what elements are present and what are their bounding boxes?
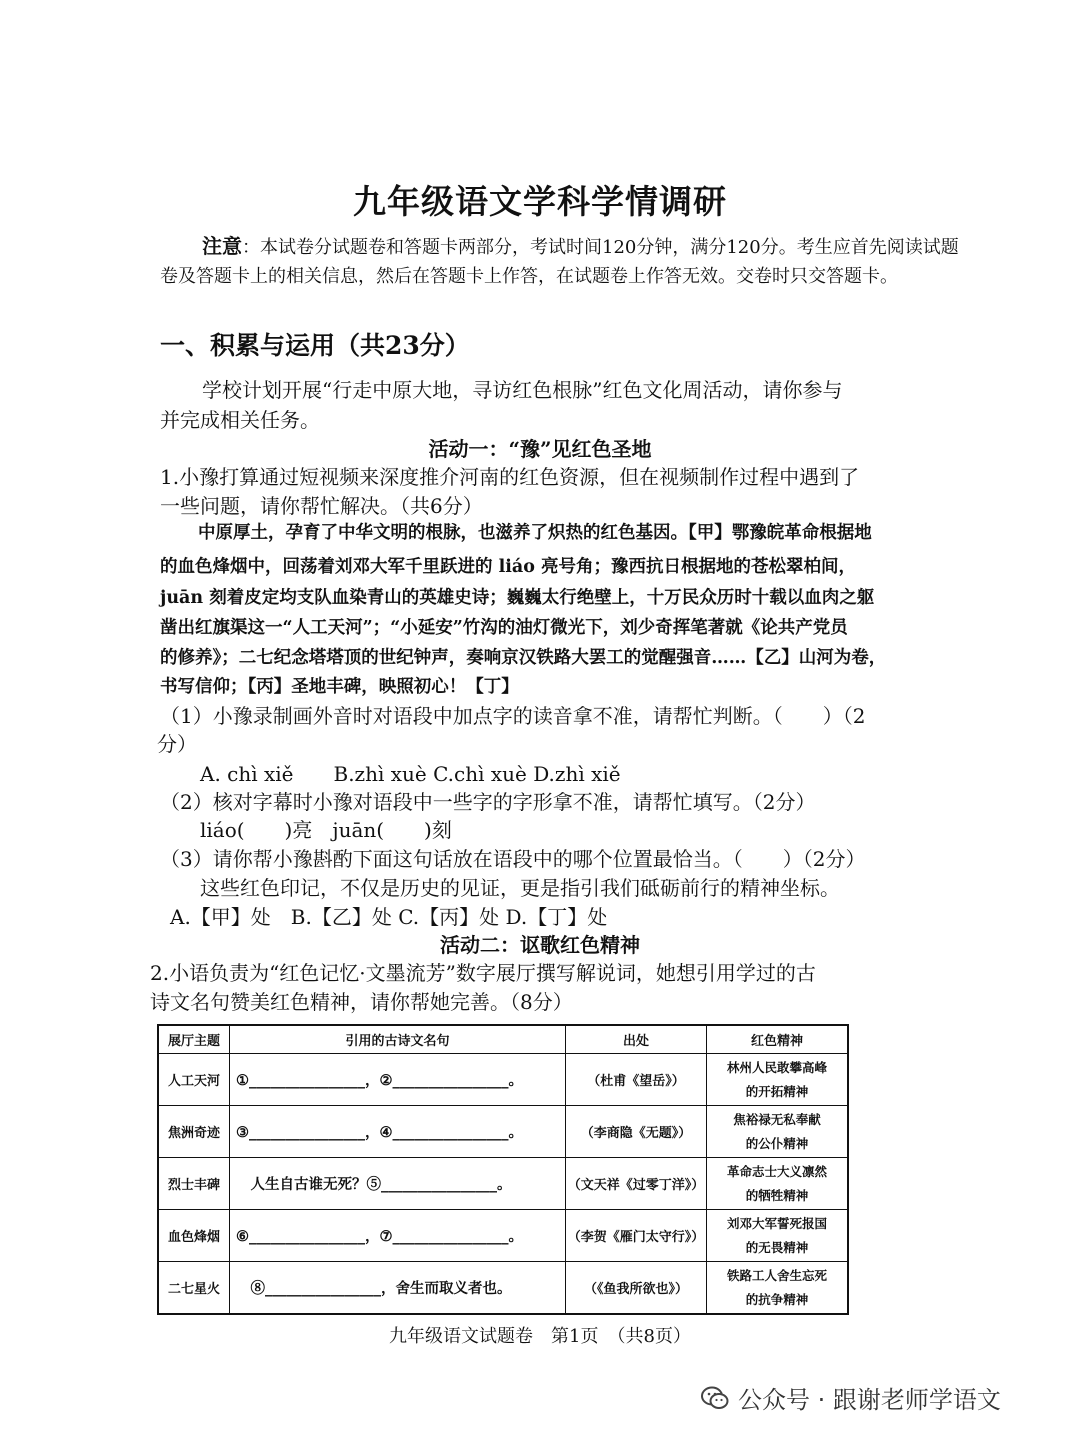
wechat-icon: [700, 1385, 730, 1417]
watermark-text: 公众号 · 跟谢老师学语文: [738, 1386, 1001, 1414]
hall-theme: 焦洲奇迹: [158, 1106, 230, 1158]
notice-text: ：本试卷分试题卷和答题卡两部分，考试时间120分钟，满分120分。考生应首先阅读试题卷及答题卡上的相关信息，然后在答题卡上作答，在试题卷上作答无效。交卷时只交答题卡。: [160, 237, 959, 287]
table-row: [158, 1106, 848, 1158]
passage-line: 书写信仰；【丙】圣地丰碑，映照初心！【丁】: [160, 677, 519, 697]
red-spirit-line: 铁路工人舍生忘死: [726, 1267, 827, 1283]
sub-question1-line2: 分）: [157, 732, 197, 756]
red-spirit-line: 的抗争精神: [745, 1291, 809, 1307]
quote-blank: ①________________，②________________。: [230, 1054, 566, 1106]
red-spirit-line: 的牺牲精神: [745, 1187, 809, 1203]
sub-question3-options: A.【甲】处 B.【乙】处 C.【丙】处 D.【丁】处: [170, 905, 608, 929]
section-heading: 一、积累与运用（共23分）: [160, 331, 470, 360]
red-spirit-line: 的开拓精神: [745, 1083, 809, 1099]
passage-line: juān 刻着皮定均支队血染青山的英雄史诗；巍巍太行绝壁上，十万民众历时十载以血肉之躯: [160, 588, 875, 608]
table-header-row: [158, 1025, 848, 1054]
table-row: [158, 1158, 848, 1210]
sub-question2-blanks: liáo( )亮 juān( )刻: [200, 818, 452, 842]
question2-line1: 2.小语负责为“红色记忆·文墨流芳”数字展厅撰写解说词，她想引用学过的古: [150, 961, 816, 985]
quote-source: （李商隐《无题》）: [566, 1106, 707, 1158]
section-intro-line2: 并完成相关任务。: [160, 408, 320, 432]
quote-blank: ⑧________________，舍生而取义者也。: [230, 1262, 566, 1315]
hall-theme: 烈士丰碑: [158, 1158, 230, 1210]
sub-question3: （3）请你帮小豫斟酌下面这句话放在语段中的哪个位置最恰当。（ ）（2分）: [160, 847, 866, 871]
activity2-heading: 活动二：讴歌红色精神: [440, 933, 640, 957]
hall-theme: 人工天河: [158, 1054, 230, 1106]
quote-source: （李贺《雁门太守行》）: [566, 1210, 707, 1262]
hall-theme: 血色烽烟: [158, 1210, 230, 1262]
question1-line1: 1.小豫打算通过短视频来深度推介河南的红色资源，但在视频制作过程中遇到了: [160, 465, 860, 489]
quote-blank: ③________________，④________________。: [230, 1106, 566, 1158]
hall-theme: 二七星火: [158, 1262, 230, 1315]
passage-line: 中原厚土，孕育了中华文明的根脉，也滋养了炽热的红色基因。【甲】鄂豫皖革命根据地: [198, 523, 872, 543]
red-spirit: [707, 1054, 849, 1106]
table-header: 引用的古诗文名句: [230, 1025, 566, 1054]
page-footer: 九年级语文试题卷 第1页 （共8页）: [389, 1326, 691, 1347]
red-spirit: [707, 1106, 849, 1158]
quote-source: （杜甫《望岳》）: [566, 1054, 707, 1106]
red-spirit: [707, 1262, 849, 1315]
sub-question1-line1: （1）小豫录制画外音时对语段中加点字的读音拿不准，请帮忙判断。（ ）（2: [160, 704, 866, 728]
red-spirit-line: 焦裕禄无私奉献: [733, 1111, 821, 1127]
red-spirit: [707, 1210, 849, 1262]
red-spirit-line: 刘邓大军誓死报国: [726, 1215, 827, 1231]
page-title: 九年级语文学科学情调研: [353, 182, 727, 221]
passage-line: 的修养》；二七纪念塔塔顶的世纪钟声，奏响京汉铁路大罢工的觉醒强音……【乙】山河为卷，: [160, 648, 887, 668]
activity1-heading: 活动一：“豫”见红色圣地: [428, 437, 652, 461]
quote-source: （《鱼我所欲也》）: [566, 1262, 707, 1315]
section-intro-line1: 学校计划开展“行走中原大地，寻访红色根脉”红色文化周活动，请你参与: [202, 378, 843, 402]
table-row: [158, 1262, 848, 1315]
table-row: [158, 1210, 848, 1262]
table-row: [158, 1054, 848, 1106]
table-header: 红色精神: [707, 1025, 849, 1054]
question2-line2: 诗文名句赞美红色精神，请你帮她完善。（8分）: [150, 990, 573, 1014]
exam-notice: [160, 232, 960, 291]
quote-source: （文天祥《过零丁洋》）: [566, 1158, 707, 1210]
sub-question2: （2）核对字幕时小豫对语段中一些字的字形拿不准，请帮忙填写。（2分）: [160, 790, 816, 814]
table-header: 出处: [566, 1025, 707, 1054]
notice-label: 注意: [202, 234, 242, 258]
red-spirit-line: 林州人民敢攀高峰: [726, 1059, 827, 1075]
wechat-watermark: [700, 1380, 1001, 1417]
table-header: 展厅主题: [158, 1025, 230, 1054]
poetry-table: [157, 1024, 849, 1315]
question1-line2: 一些问题，请你帮忙解决。（共6分）: [160, 494, 483, 518]
red-spirit-line: 的公仆精神: [745, 1135, 809, 1151]
quote-blank: ⑥________________，⑦________________。: [230, 1210, 566, 1262]
sub-question1-options: A. chì xiě B.zhì xuè C.chì xuè D.zhì xiě: [200, 762, 621, 786]
red-spirit-line: 革命志士大义凛然: [726, 1163, 827, 1179]
red-spirit-line: 的无畏精神: [745, 1239, 809, 1255]
passage-line: 凿出红旗渠这一“人工天河”；“小延安”竹沟的油灯微光下，刘少奇挥笔著就《论共产党员: [160, 618, 848, 638]
quote-blank: 人生自古谁无死？⑤________________。: [230, 1158, 566, 1210]
sub-question3-sentence: 这些红色印记，不仅是历史的见证，更是指引我们砥砺前行的精神坐标。: [200, 876, 840, 900]
red-spirit: [707, 1158, 849, 1210]
passage-line: 的血色烽烟中，回荡着刘邓大军千里跃进的 liáo 亮号角；豫西抗日根据地的苍松翠柏间，: [160, 557, 856, 577]
